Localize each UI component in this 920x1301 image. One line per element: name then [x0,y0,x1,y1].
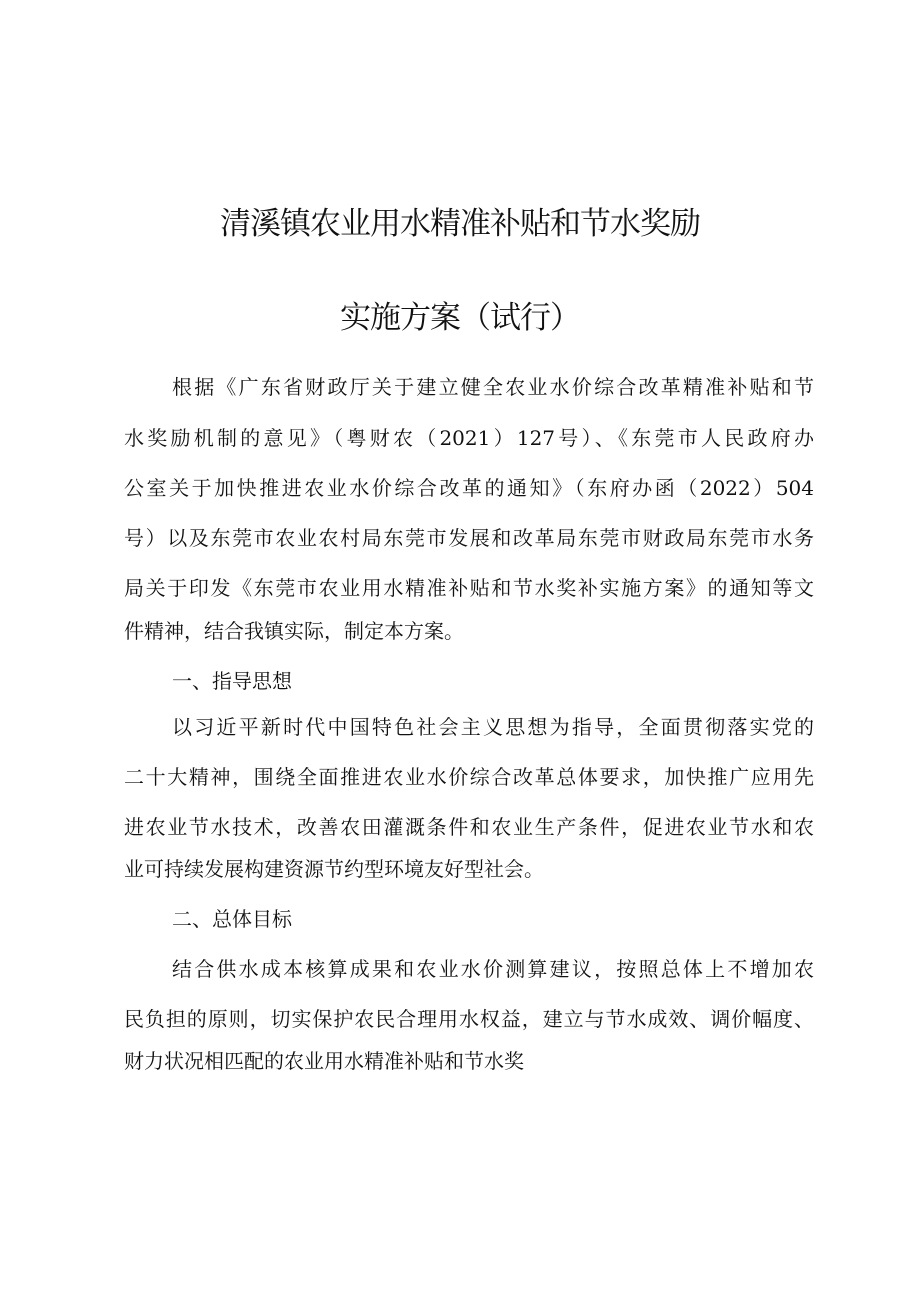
intro-paragraph-line: 局关于印发《东莞市农业用水精准补贴和节水奖补实施方案》的通知等文 [124,576,814,600]
section1-paragraph-line: 进农业节水技术，改善农田灌溉条件和农业生产条件，促进农业节水和农 [124,815,814,839]
section2-paragraph-line: 财力状况相匹配的农业用水精准补贴和节水奖 [124,1049,524,1073]
section2-paragraph-line: 民负担的原则，切实保护农民合理用水权益，建立与节水成效、调价幅度、 [124,1007,814,1031]
section-heading-overall-goals: 二、总体目标 [172,907,292,931]
section-heading-guiding-ideology: 一、指导思想 [172,669,292,693]
document-title-line-1: 清溪镇农业用水精准补贴和节水奖励 [220,206,700,242]
intro-paragraph-line: 水奖励机制的意见》（粤财农（2021）127号）、《东莞市人民政府办 [124,426,814,450]
section1-paragraph-line: 二十大精神，围绕全面推进农业水价综合改革总体要求，加快推广应用先 [124,765,814,789]
intro-paragraph-line: 号）以及东莞市农业农村局东莞市发展和改革局东莞市财政局东莞市水务 [124,526,814,550]
intro-paragraph-line: 件精神，结合我镇实际，制定本方案。 [124,619,464,643]
section1-paragraph-line: 业可持续发展构建资源节约型环境友好型社会。 [124,857,544,881]
intro-paragraph-line: 公室关于加快推进农业水价综合改革的通知》（东府办函（2022）504 [124,476,814,500]
section2-paragraph-line: 结合供水成本核算成果和农业水价测算建议，按照总体上不增加农 [172,957,814,981]
document-title-line-2: 实施方案（试行） [340,300,580,336]
section1-paragraph-line: 以习近平新时代中国特色社会主义思想为指导，全面贯彻落实党的 [172,715,814,739]
intro-paragraph-line: 根据《广东省财政厅关于建立健全农业水价综合改革精准补贴和节 [172,375,814,399]
